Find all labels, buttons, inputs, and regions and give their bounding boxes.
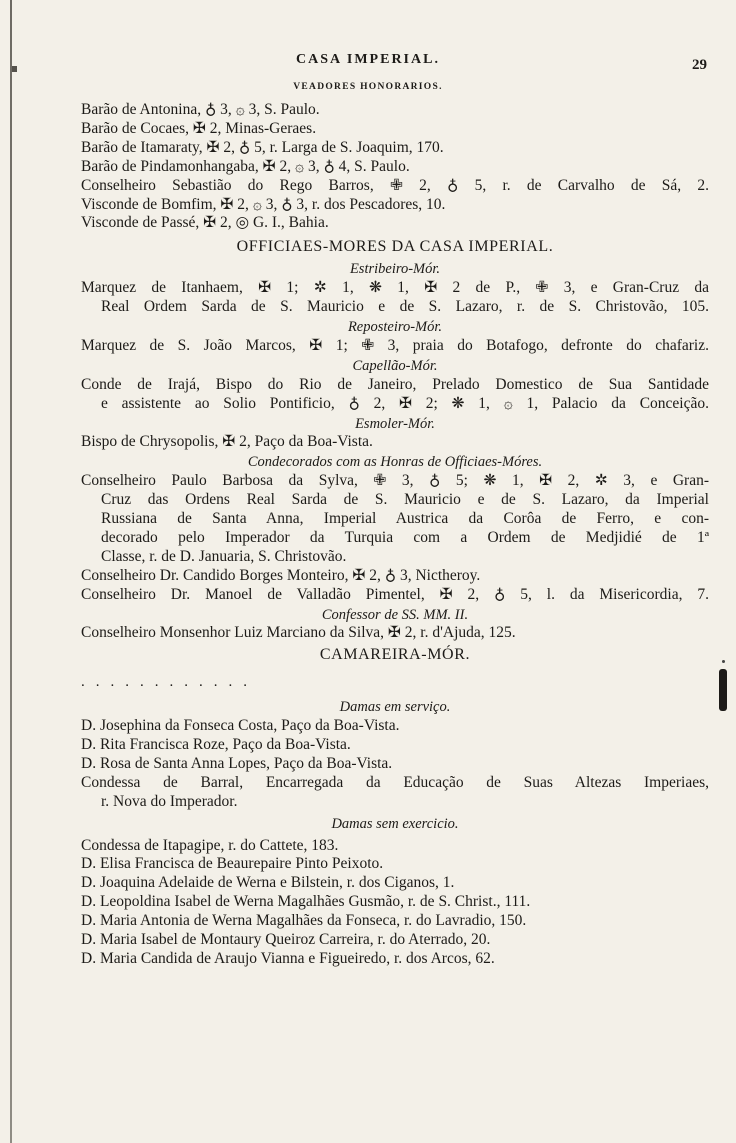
entry-line: D. Rosa de Santa Anna Lopes, Paço da Boa-Vista. — [81, 754, 393, 772]
ellipsis-dots: ............ — [81, 674, 258, 691]
section-title: OFFICIAES-MORES DA CASA IMPERIAL. — [236, 238, 554, 256]
entry-line: Barão de Antonina, ♁ 3, ۞ 3, S. Paulo. — [81, 101, 320, 118]
ink-speck — [722, 660, 725, 663]
entry-line: Conde de Irajá, Bispo do Rio de Janeiro, Prelado Domestico de Sua Santidade — [81, 375, 709, 393]
entry-line: D. Maria Antonia de Werna Magalhães da Fonseca, r. do Lavradio, 150. — [81, 912, 527, 930]
entry-line: Barão de Itamaraty, ✠ 2, ♁ 5, r. Larga de S. Joaquim, 170. — [81, 138, 444, 156]
binding-edge — [10, 0, 12, 1143]
entry-line: D. Maria Isabel de Montaury Queiroz Carreira, r. do Aterrado, 20. — [81, 931, 491, 949]
entry-line: D. Rita Francisca Roze, Paço da Boa-Vista. — [81, 736, 351, 753]
subsection-heading: Reposteiro-Mór. — [347, 318, 443, 335]
entry-line: Barão de Cocaes, ✠ 2, Minas-Geraes. — [81, 119, 317, 137]
section-subheader: VEADORES HONORARIOS. — [293, 82, 443, 92]
subsection-heading: Esmoler-Mór. — [355, 415, 435, 432]
entry-line: Russiana de Santa Anna, Imperial Austrica da Corôa de Ferro, e con- — [101, 510, 709, 528]
entry-line: Condessa de Itapagipe, r. do Cattete, 183. — [81, 836, 339, 854]
entry-line: Cruz das Ordens Real Sarda de S. Mauricio e de S. Lazaro, da Imperial — [101, 491, 709, 509]
entry-line: Marquez de Itanhaem, ✠ 1; ✲ 1, ❋ 1, ✠ 2 de P., ✙ 3, e Gran-Cruz da — [81, 279, 709, 297]
page-number: 29 — [692, 57, 707, 73]
entry-line: D. Josephina da Fonseca Costa, Paço da Boa-Vista. — [81, 717, 400, 735]
entry-line: decorado pelo Imperador da Turquia com a Ordem de Medjidié de 1ª — [101, 528, 709, 546]
entry-line: Visconde de Bomfim, ✠ 2, ۞ 3, ♁ 3, r. dos Pescadores, 10. — [81, 195, 446, 213]
entry-line: Conselheiro Sebastião do Rego Barros, ✙ 2, ♁ 5, r. de Carvalho de Sá, 2. — [81, 176, 709, 194]
entry-line: Conselheiro Dr. Candido Borges Monteiro, ✠ 2, ♁ 3, Nictheroy. — [81, 566, 481, 584]
subsection-heading: Damas em serviço. — [339, 699, 451, 716]
entry-line: D. Joaquina Adelaide de Werna e Bilstein, r. dos Ciganos, 1. — [81, 874, 455, 892]
ink-blot — [719, 669, 727, 711]
entry-line: Marquez de S. João Marcos, ✠ 1; ✙ 3, praia do Botafogo, defronte do chafariz. — [81, 336, 709, 354]
entry-line: Barão de Pindamonhangaba, ✠ 2, ۞ 3, ♁ 4, S. Paulo. — [81, 157, 410, 175]
entry-line: Conselheiro Paulo Barbosa da Sylva, ✙ 3, ♁ 5; ❋ 1, ✠ 2, ✲ 3, e Gran- — [81, 472, 709, 490]
entry-line: D. Elisa Francisca de Beaurepaire Pinto Peixoto. — [81, 855, 384, 873]
entry-line: D. Maria Candida de Araujo Vianna e Figueiredo, r. dos Arcos, 62. — [81, 949, 495, 967]
subsection-heading: Confessor de SS. MM. II. — [321, 606, 469, 623]
entry-line: Visconde de Passé, ✠ 2, ◎ G. I., Bahia. — [81, 214, 329, 232]
entry-line: r. Nova do Imperador. — [101, 792, 238, 810]
entry-line: Conselheiro Monsenhor Luiz Marciano da Silva, ✠ 2, r. d'Ajuda, 125. — [81, 624, 516, 642]
subsection-heading: Estribeiro-Mór. — [349, 261, 441, 278]
page-body — [81, 101, 709, 969]
entry-line: e assistente ao Solio Pontificio, ♁ 2, ✠ 2; ❋ 1, ۞ 1, Palacio da Conceição. — [101, 394, 709, 412]
section-title: CAMAREIRA-MÓR. — [319, 646, 471, 664]
subsection-heading: Damas sem exercicio. — [331, 815, 459, 832]
entry-line: D. Leopoldina Isabel de Werna Magalhães Gusmão, r. de S. Christ., 111. — [81, 893, 531, 911]
entry-line: Real Ordem Sarda de S. Mauricio e de S. Lazaro, r. de S. Christovão, 105. — [101, 298, 709, 316]
subsection-heading: Capellão-Mór. — [352, 357, 438, 374]
entry-line: Conselheiro Dr. Manoel de Valladão Pimentel, ✠ 2, ♁ 5, l. da Misericordia, 7. — [81, 585, 709, 603]
entry-line: Classe, r. de D. Januaria, S. Christovão. — [101, 547, 347, 565]
subsection-heading: Condecorados com as Honras de Officiaes-Móres. — [247, 454, 543, 471]
entry-line: Condessa de Barral, Encarregada da Educação de Suas Altezas Imperiaes, — [81, 773, 709, 791]
running-header: CASA IMPERIAL. — [296, 52, 440, 67]
entry-line: Bispo de Chrysopolis, ✠ 2, Paço da Boa-Vista. — [81, 433, 373, 451]
